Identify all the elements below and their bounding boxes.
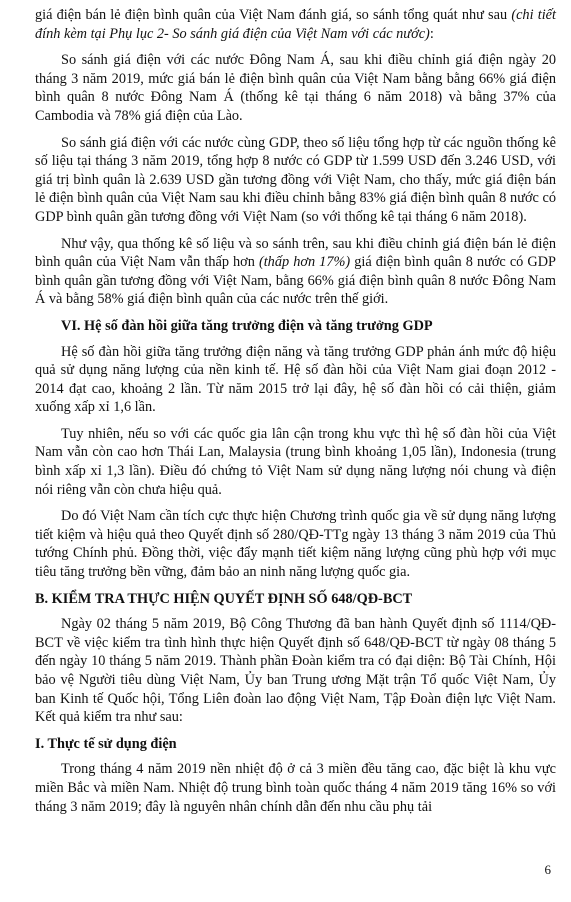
inspection-paragraph: Ngày 02 tháng 5 năm 2019, Bộ Công Thương đã ban hành Quyết định số 1114/QĐ-BCT về việc kiểm tra tình hình thực hiện Quyết định số 648/QĐ-BCT từ ngày 08 tháng 5 đến ngày 10 tháng 5 năm 2019. Thành phần Đoàn kiểm tra có đại diện: Bộ Tài Chính, Hội bảo vệ Người tiêu dùng Việt Nam, Ủy ban Trung ương Mặt trận Tổ quốc Việt Nam, Ủy ban Kinh tế Quốc hội, Tổng Liên đoàn lao động Việt Nam, Tập Đoàn điện lực Việt Nam. Kết quả kiểm tra như sau: [35, 616, 556, 726]
summary-text: Như vậy, qua thống kê số liệu và so sánh trên, sau khi điều chỉnh giá điện bán lẻ điện bình quân của Việt Nam vẫn thấp hơn [35, 235, 556, 271]
summary-italic-note: (thấp hơn 17%) [258, 254, 351, 271]
intro-text: giá điện bán lẻ điện bình quân của Việt Nam đánh giá, so sánh tổng quát như sau [35, 7, 512, 23]
page-content [35, 6, 556, 824]
summary-text-end: giá điện bình quân 8 nước có GDP bình quân gần tương đồng với Việt Nam, bằng 66% giá điện bình quân 8 nước Đông Nam Á và bằng 58% giá điện bình quân của các nước trên thế giới. [35, 254, 556, 308]
intro-colon: : [429, 25, 434, 42]
summary-paragraph [35, 235, 556, 309]
intro-paragraph [35, 6, 556, 43]
page-number: 6 [544, 862, 551, 877]
intro-italic-note: (chi tiết đính kèm tại Phụ lục 2- So sánh giá điện của Việt Nam với các nước) [35, 7, 556, 42]
elasticity-paragraph-2: Tuy nhiên, nếu so với các quốc gia lân cận trong khu vực thì hệ số đàn hồi của Việt Nam vẫn còn cao hơn Thái Lan, Malaysia (trung bình khoảng 1,05 lần), Indonesia (trung bình xấp xỉ 1,3 lần). Điều đó chứng tỏ Việt Nam sử dụng năng lượng nói chung và điện nói riêng vẫn còn chưa hiệu quả. [35, 425, 556, 498]
section-i-heading: I. Thực tế sử dụng điện [35, 735, 177, 752]
gdp-comparison-paragraph: So sánh giá điện với các nước cùng GDP, theo số liệu tổng hợp từ các nguồn thống kê số liệu tại tháng 3 năm 2019, tổng hợp 8 nước có GDP từ 1.599 USD đến 3.246 USD, với giá trị bình quân là 2.639 USD gần tương đồng với Việt Nam, cho thấy, mức giá điện bán lẻ điện bình quân của Việt Nam sau khi điều chỉnh bằng 83% giá điện bình quân 8 nước có GDP bình quân gần tương đồng với Việt Nam (so với thống kê tại tháng 6 năm 2018). [35, 134, 556, 225]
section-b-heading: B. KIỂM TRA THỰC HIỆN QUYẾT ĐỊNH SỐ 648/QĐ-BCT [35, 590, 413, 607]
elasticity-paragraph-3: Do đó Việt Nam cần tích cực thực hiện Chương trình quốc gia về sử dụng năng lượng tiết kiệm và hiệu quả theo Quyết định số 280/QĐ-TTg ngày 13 tháng 3 năm 2019 của Thủ tướng Chính phủ. Đồng thời, việc đẩy mạnh tiết kiệm năng lượng cũng phù hợp với mục tiêu tăng trưởng bền vững, đảm bảo an ninh năng lượng quốc gia. [35, 508, 556, 581]
elasticity-paragraph-1: Hệ số đàn hồi giữa tăng trưởng điện năng và tăng trưởng GDP phản ánh mức độ hiệu quả sử dụng năng lượng của nền kinh tế. Hệ số đàn hồi của Việt Nam giai đoạn 2012 - 2014 đạt cao, khoảng 2 lần. Từ năm 2015 trở lại đây, hệ số đàn hồi có cải thiện, giảm xuống xấp xỉ 1,6 lần. [35, 343, 556, 416]
usage-paragraph: Trong tháng 4 năm 2019 nền nhiệt độ ở cả 3 miền đều tăng cao, đặc biệt là khu vực miền Bắc và miền Nam. Nhiệt độ trung bình toàn quốc tháng 4 năm 2019 tăng 16% so với tháng 3 năm 2019; đây là nguyên nhân chính dẫn đến nhu cầu phụ tải [35, 761, 556, 815]
section-vi-heading: VI. Hệ số đàn hồi giữa tăng trưởng điện và tăng trưởng GDP [61, 317, 433, 334]
asean-comparison-paragraph: So sánh giá điện với các nước Đông Nam Á, sau khi điều chỉnh giá điện ngày 20 tháng 3 năm 2019, mức giá bán lẻ điện bình quân của Việt Nam bằng bằng 66% giá điện bình quân 8 nước Đông Nam Á (thống kê tại tháng 6 năm 2018) và bằng 37% của Cambodia và 78% giá điện của Lào. [35, 52, 556, 124]
